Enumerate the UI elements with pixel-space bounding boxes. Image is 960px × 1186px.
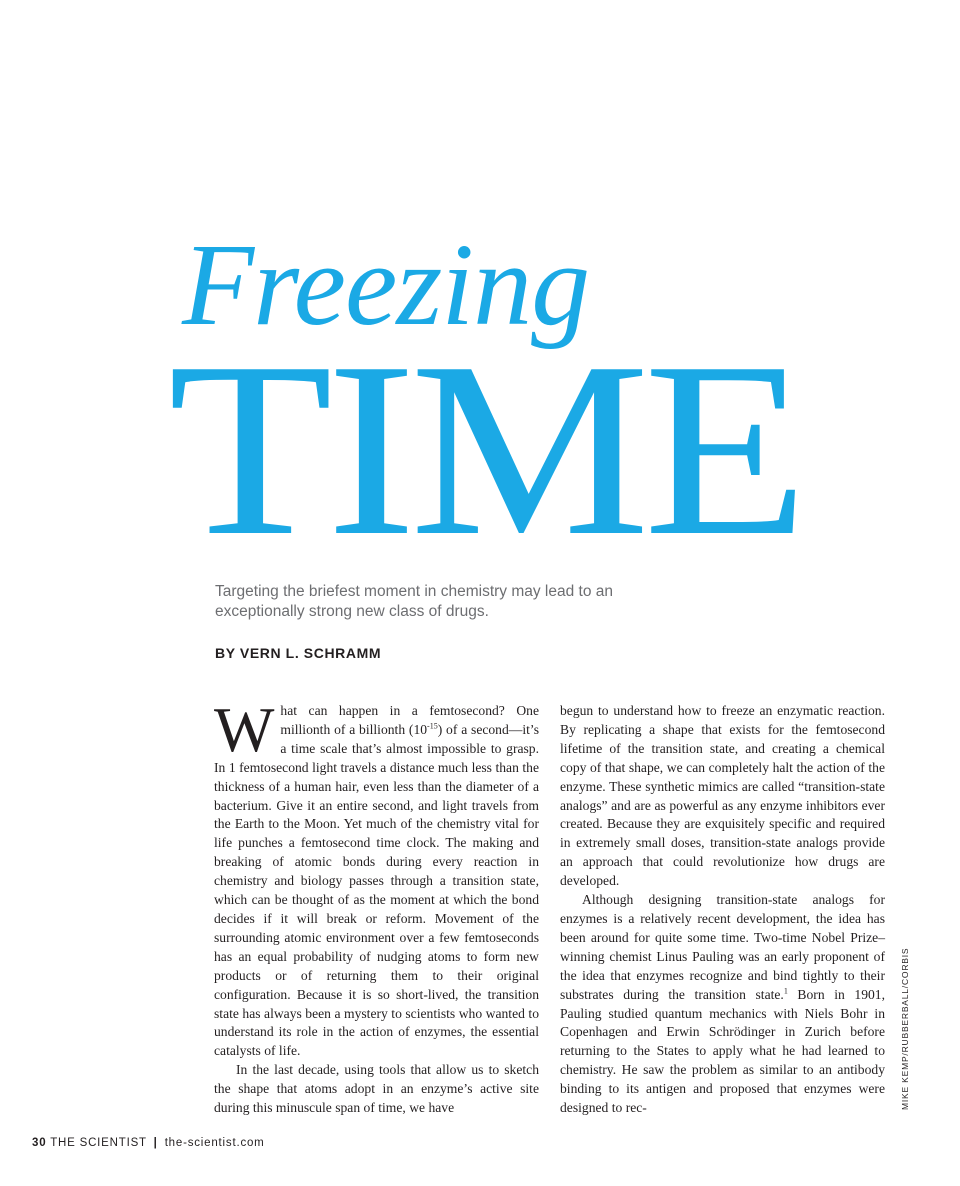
website-link[interactable]: the-scientist.com xyxy=(164,1137,265,1149)
drop-cap: W xyxy=(214,694,275,765)
body-paragraph xyxy=(560,891,885,1118)
headline-script-word: Freezing xyxy=(182,219,590,350)
body-column-right xyxy=(560,702,885,1118)
body-column-left xyxy=(214,694,539,1118)
body-text: Born in 1901, Pauling studied quantum mechanics with Niels Bohr in Copenhagen and Erwin Schrödinger in Zurich before returning to the States to apply what he had learned to chemistry. He saw the problem as similar to an antibody binding to its antigen and proposed that enzymes were designed to rec- xyxy=(560,986,885,1116)
body-paragraph: In the last decade, using tools that allow us to sketch the shape that atoms adopt in an enzyme’s active site during this minuscule span of time, we have xyxy=(214,1062,539,1116)
photo-credit: MIKE KEMP/RUBBERBALL/CORBIS xyxy=(900,947,910,1110)
magazine-name: THE SCIENTIST xyxy=(50,1137,147,1149)
body-paragraph: begun to understand how to freeze an enzymatic reaction. By replicating a shape that exists for the femtosecond lifetime of the transition state, and creating a chemical copy of that shape, we can completely halt the action of the enzyme. These synthetic mimics are called “transition-state analogs” and are as powerful as any enzyme inhibitors ever created. Because they are exquisitely specific and required in extremely small doses, transition-state analogs provide an approach that could revolutionize how drugs are developed. xyxy=(560,703,885,889)
footnote-reference: 1 xyxy=(783,986,788,996)
footnote-superscript: -15 xyxy=(427,721,438,731)
article-dek: Targeting the briefest moment in chemistry may lead to an exceptionally strong new class of drugs. xyxy=(215,583,614,620)
body-text: Although designing transition-state analogs for enzymes is a relatively recent development, the idea has been around for quite some time. Two-time Nobel Prize–winning chemist Linus Pauling was an early proponent of the idea that enzymes recognize and bind tightly to their substrates during the transition state. xyxy=(560,892,885,1002)
headline-big-word: TIME xyxy=(168,311,802,588)
body-text: ) of a second—it’s a time scale that’s almost impossible to grasp. In 1 femtosecond light travels a distance much less than the thickness of a human hair, even less than the diameter of a bacterium. Give it an entire second, and light travels from the Earth to the Moon. Yet much of the chemistry vital for life punches a femtosecond time clock. The making and breaking of atomic bonds during every reaction in chemistry and biology passes through a transition state, which can be thought of as the moment at which the bond decides if it will break or reform. Movement of the surrounding atomic environment over a few femtoseconds has an equal probability of nudging atoms to form new products or of returning them to their original configuration. Because it is so short-lived, the transition state has always been a mystery to scientists who wanted to understand its role in the action of enzymes, the essential catalysts of life. xyxy=(214,721,539,1059)
page-footer xyxy=(32,1137,265,1149)
footer-separator: | xyxy=(153,1137,158,1149)
body-text: hat can happen in a femtosecond? One millionth of a billionth (10 xyxy=(280,703,539,737)
body-paragraph xyxy=(214,694,539,1061)
page-number: 30 xyxy=(32,1137,47,1149)
article-byline: BY VERN L. SCHRAMM xyxy=(215,645,382,661)
